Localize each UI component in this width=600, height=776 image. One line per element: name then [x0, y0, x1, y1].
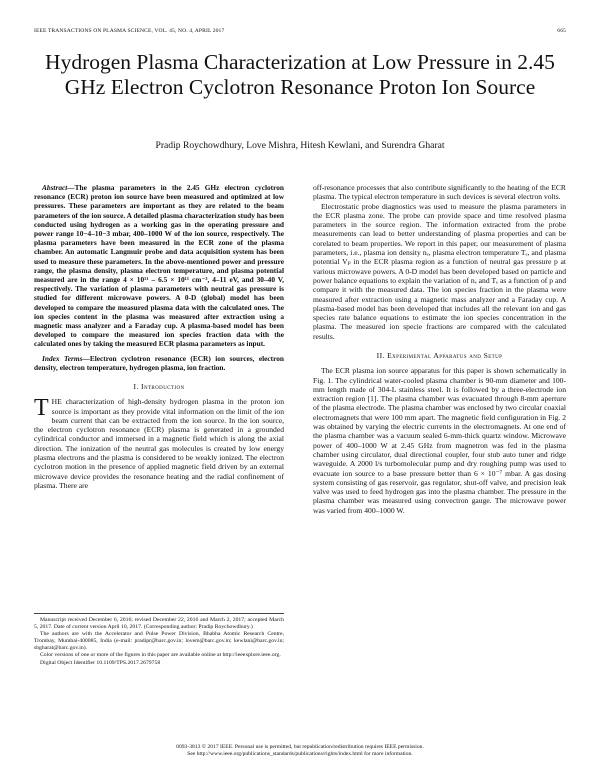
abstract-label: Abstract—	[42, 183, 75, 192]
drop-cap: T	[34, 395, 49, 422]
journal-name: IEEE TRANSACTIONS ON PLASMA SCIENCE, VOL. 45, NO. 4, APRIL 2017	[34, 28, 225, 34]
copyright-footer	[0, 744, 600, 759]
page-number: 665	[557, 28, 566, 34]
abstract	[34, 183, 284, 349]
running-header	[34, 28, 566, 34]
footnotes	[34, 613, 284, 667]
index-terms	[34, 354, 284, 372]
paper-title: Hydrogen Plasma Characterization at Low Pressure in 2.45 GHz Electron Cyclotron Resonance Proton Ion Source	[45, 50, 555, 99]
copyright-line: 0093-3813 © 2017 IEEE. Personal use is permitted, but republication/redistribution requires IEEE permission.	[176, 744, 424, 750]
left-column	[34, 183, 284, 490]
paragraph-probe-diagnostics: Electrostatic probe diagnostics was used to measure the plasma parameters in the ECR plasma zone. The probe can provide space and time resolved plasma parameters in the source region. The information extracted from the probe measurements can lead to better understanding of plasma properties and can be corelated to beam properties. We report in this paper, our measurement of plasma parameters, i.e., plasma ion density nₑ, plasma electron temperature Tₑ, and plasma potential Vₚ in the ECR plasma region as a function of neutral gas pressure p at various microwave powers. A 0-D model has been developed based on particle and power balance equations to explain the variation of nₑ and Tₑ as a function of p and compare it with the measured data. The ion species fraction in the plasma were measured after extraction using a magnetic mass analyzer and a Faraday cup. A plasma-based model has been developed that includes all the relevant ion and gas species rate balance equations to estimate the ion species concentration in the plasma. The measured ion specie fractions are compared with the calculated results.	[313, 201, 566, 341]
introduction-text: HE characterization of high-density hydrogen plasma in the proton ion source is important as they provide vital information on the limit of the ion beam current that can be extracted from the ion source. In the ion source, the electron cyclotron resonance (ECR) plasma is generated in a grounded cylindrical conductor and immersed in a magnetic field which is along the axial direction. The ionization of the neutral gas molecules is created by low energy plasma electrons and the plasma is considered to be weakly ionized. The electron cyclotron motion in the presence of applied magnetic field driven by an external microwave device provides the resonance heating and the radial confinement of plasma. There are	[34, 397, 284, 490]
abstract-text: The plasma parameters in the 2.45 GHz electron cyclotron resonance (ECR) proton ion source have been measured and optimized at low pressures. These parameters are important as they are related to the beam parameters of the ion source. A detailed plasma characterization study has been conducted using hydrogen as a working gas in the operating pressure and power range 10−4–10−3 mbar, 400–1000 W of the ion source, respectively. The plasma parameters have been measured in the ECR zone of the plasma chamber. An automatic Langmuir probe and data acquisition system has been used to measure these parameters. In the above-mentioned power and pressure range, the plasma density, plasma electron temperature, and plasma potential measured are in the range 4 × 10¹¹ – 6.5 × 10¹¹ cm⁻³, 4–11 eV, and 30–40 V, respectively. The variation of plasma parameters with neutral gas pressure is studied for different microwave powers. A 0-D (global) model has been developed to compare the measured plasma data with the calculated ones. The ion species content in the plasma was measured after extraction using a magnetic mass analyzer and a Faraday cup. A plasma-based model has been developed to compare the measured ion species fraction data with the calculated ones by taking the measured ECR plasma parameters as input.	[34, 183, 284, 349]
footnote-color: Color versions of one or more of the figures in this paper are available online at http://ieeexplore.ieee.org.	[40, 652, 281, 659]
right-column	[313, 183, 566, 515]
section-heading-apparatus: II. Experimental Apparatus and Setup	[376, 351, 503, 361]
paragraph-apparatus: The ECR plasma ion source apparatus for this paper is shown schematically in Fig. 1. The cylindrical water-cooled plasma chamber is 90-mm diameter and 100-mm length made of 304-L stainless steel. It is followed by a three-electrode ion extraction region [1]. The plasma chamber was evacuated through 8-mm aperture of the plasma electrode. The plasma chamber was enclosed by two circular coaxial electromagnets that were 100 mm apart. The magnetic field configuration in Fig. 2 was obtained by varying the electric currents in the electromagnets. At one end of the plasma chamber was a vacuum sealed 6-mm-thick quartz window. Microwave power of 400–1000 W at 2.45 GHz from magnetron was fed in the plasma chamber using circulator, dual directional coupler, four stub auto tuner and ridge waveguide. A 2000 l/s turbomolecular pump and dry roughing pump was used to evacuate ion source to a base pressure better than 6 × 10⁻⁷ mbar. A gas dosing system consisting of gas reservoir, gas regulator, shut-off valve, and precision leak valve was used to feed hydrogen gas into the plasma chamber. The pressure in the plasma chamber was measured using convectron gauge. The microwave power was varied from 400–1000 W.	[313, 366, 566, 515]
introduction-paragraph	[34, 397, 284, 490]
index-terms-text: Electron cyclotron resonance (ECR) ion sources, electron density, electron temperature, hydrogen plasma, ion fraction.	[34, 353, 284, 372]
index-terms-label: Index Terms—	[42, 353, 90, 363]
rights-link-line: See http://www.ieee.org/publications_standards/publications/rights/index.html for more information.	[187, 751, 413, 758]
footnote-doi: Digital Object Identifier 10.1109/TPS.2017.2679758	[40, 659, 161, 666]
footnote-manuscript: Manuscript received December 6, 2016; revised December 22, 2016 and March 2, 2017; accepted March 5, 2017. Date of current version April 10, 2017. (Corresponding author: Pradip Roychowdhury.)	[34, 617, 284, 631]
footnote-affiliation: The authors are with the Accelerator and Pulse Power Division, Bhabha Atomic Research Centre, Trombay, Mumbai-400085, India (e-mail: pradipr@barc.gov.in; lovem@barc.gov.in; kewlani@barc.gov.in; sbgharat@barc.gov.in).	[34, 631, 284, 652]
paragraph-continuation: off-resonance processes that also contribute significantly to the heating of the ECR plasma. The typical electron temperature in such devices is several electron volts.	[313, 183, 566, 202]
section-heading-introduction: I. Introduction	[133, 382, 185, 392]
author-list: Pradip Roychowdhury, Love Mishra, Hitesh Kewlani, and Surendra Gharat	[155, 140, 445, 151]
